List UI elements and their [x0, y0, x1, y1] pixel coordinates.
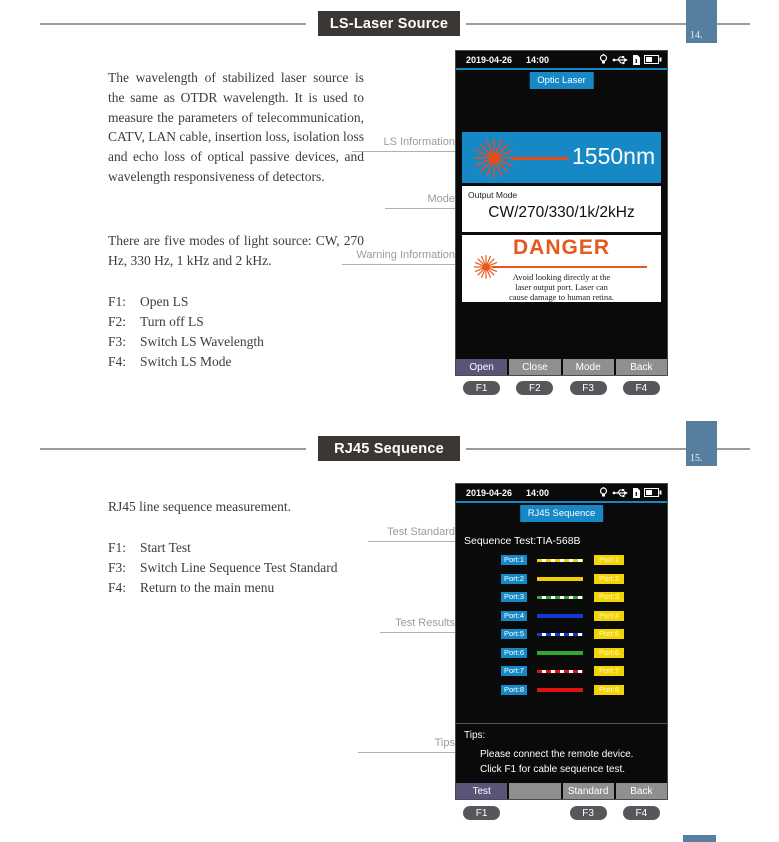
callout-tips: Tips [358, 737, 461, 753]
ls-modes-paragraph: There are five modes of light source: CW, 270 Hz, 330 Hz, 1 kHz and 2 kHz. [108, 233, 364, 268]
page-number-tab-15 [686, 421, 717, 466]
softkey-open: Open [456, 359, 507, 375]
wire-map-line [537, 559, 583, 563]
header-rule-left [40, 23, 306, 25]
port-label-left: Port:2 [501, 574, 527, 584]
fkey-desc: Start Test [140, 540, 191, 555]
charger-icon [599, 487, 608, 498]
output-mode-panel [462, 186, 661, 232]
status-time: 14:00 [526, 54, 550, 65]
wire-map-line [537, 633, 583, 637]
tips-title: Tips: [464, 730, 486, 741]
tips-text [480, 747, 633, 777]
rj45-fkey-list [108, 538, 338, 598]
callout-warning-information: Warning Information [342, 249, 461, 265]
tips-line-2: Click F1 for cable sequence test. [480, 764, 626, 775]
port-label-right: Port:2 [594, 574, 624, 584]
softkey-empty [509, 783, 560, 799]
callout-test-results: Test Results [380, 617, 461, 633]
wavelength-value: 1550nm [572, 143, 656, 169]
fkey-row [108, 332, 264, 352]
tips-divider [456, 723, 667, 724]
port-label-left: Port:5 [501, 629, 527, 639]
page-number: 15. [690, 453, 703, 464]
f1-pill: F1 [463, 381, 500, 395]
ls-fkey-list [108, 292, 264, 372]
device-screen-laser-source [455, 50, 668, 376]
danger-underline [492, 266, 647, 268]
laser-burst-icon [472, 136, 516, 180]
output-mode-label: Output Mode [468, 190, 518, 200]
sequence-test-standard: Sequence Test:TIA-568B [464, 535, 581, 547]
f2-pill: F2 [516, 381, 553, 395]
fkey-row [108, 292, 264, 312]
softkey-mode: Mode [563, 359, 614, 375]
port-label-left: Port:8 [501, 685, 527, 695]
status-bar [456, 484, 667, 503]
fkey-desc: Return to the main menu [140, 580, 275, 595]
port-label-right: Port:1 [594, 555, 624, 565]
laser-beam [512, 157, 568, 160]
wire-map-line [537, 651, 583, 655]
fkey-desc: Switch LS Mode [140, 354, 232, 369]
fkey-desc: Switch LS Wavelength [140, 334, 264, 349]
softkey-back: Back [616, 359, 667, 375]
danger-line-1: Avoid looking directly at the [512, 272, 611, 282]
status-date: 2019-04-26 [466, 54, 513, 65]
callout-mode: Mode [385, 193, 461, 209]
softkey-bar [456, 359, 667, 375]
ls-description-paragraph: The wavelength of stabilized laser source is the same as OTDR wavelength. It is used to measure the parameters of telecommunication, CATV, LAN cable, insertion loss, isolation loss and echo loss of optical passive devices, and wavelength responsiveness of detectors. [108, 70, 364, 184]
port-row-5 [456, 629, 667, 639]
section-title-rj45 [318, 436, 460, 461]
section-title-text: RJ45 Sequence [334, 440, 444, 457]
status-icons [599, 487, 662, 498]
next-page-tab-partial [683, 835, 716, 842]
usb-icon [612, 55, 628, 65]
fkey-row [108, 578, 338, 598]
port-label-left: Port:3 [501, 592, 527, 602]
fkey-label: F2: [108, 314, 127, 329]
callout-ls-information: LS Information [352, 136, 461, 152]
usb-icon [612, 488, 628, 498]
softkey-back: Back [616, 783, 667, 799]
fkey-label: F3: [108, 560, 127, 575]
wire-map-line [537, 596, 583, 600]
status-bar [456, 51, 667, 70]
wire-map-line [537, 577, 583, 581]
f3-pill: F3 [570, 381, 607, 395]
fkey-label: F4: [108, 580, 127, 595]
f4-pill: F4 [623, 381, 660, 395]
callout-test-standard: Test Standard [368, 526, 461, 542]
danger-warning-text [462, 272, 661, 302]
ls-information-panel [462, 132, 661, 183]
fkey-label: F4: [108, 354, 127, 369]
fkey-pill-row [455, 806, 668, 820]
fkey-row [108, 558, 338, 578]
port-label-left: Port:1 [501, 555, 527, 565]
port-label-right: Port:7 [594, 666, 624, 676]
page-number: 14. [690, 30, 703, 41]
tips-line-1: Please connect the remote device. [480, 749, 634, 760]
section-title-text: LS-Laser Source [329, 15, 449, 32]
f3-pill: F3 [570, 806, 607, 820]
fkey-label: F1: [108, 540, 127, 555]
port-label-left: Port:4 [501, 611, 527, 621]
port-row-1 [456, 555, 667, 565]
port-row-2 [456, 574, 667, 584]
screen-tab-rj45-sequence: RJ45 Sequence [520, 505, 604, 522]
port-row-7 [456, 666, 667, 676]
port-label-right: Port:5 [594, 629, 624, 639]
softkey-close: Close [509, 359, 560, 375]
danger-line-3: cause damage to human retina. [508, 292, 615, 302]
header-rule-left [40, 448, 306, 450]
rj45-description-paragraph: RJ45 line sequence measurement. [108, 499, 291, 514]
warning-panel [462, 235, 661, 302]
charger-icon [599, 54, 608, 65]
battery-icon [644, 488, 662, 497]
fkey-label: F3: [108, 334, 127, 349]
port-label-left: Port:7 [501, 666, 527, 676]
output-mode-value: CW/270/330/1k/2kHz [488, 204, 635, 221]
wire-map-line [537, 688, 583, 692]
status-icons [599, 54, 662, 65]
status-time: 14:00 [526, 487, 550, 498]
fkey-row [108, 312, 264, 332]
f4-pill: F4 [623, 806, 660, 820]
section-title-ls [318, 11, 460, 36]
battery-icon [644, 55, 662, 64]
fkey-row [108, 538, 338, 558]
port-row-6 [456, 648, 667, 658]
fkey-label: F1: [108, 294, 127, 309]
softkey-bar [456, 783, 667, 799]
fkey-row [108, 352, 264, 372]
f1-pill: F1 [463, 806, 500, 820]
wire-map-line [537, 614, 583, 618]
fkey-desc: Switch Line Sequence Test Standard [140, 560, 338, 575]
fkey-pill-row [455, 381, 668, 395]
danger-line-2: laser output port. Laser can [515, 282, 608, 292]
sd-card-icon [632, 55, 640, 65]
port-row-4 [456, 611, 667, 621]
softkey-standard: Standard [563, 783, 614, 799]
port-label-right: Port:4 [594, 611, 624, 621]
fkey-desc: Turn off LS [140, 314, 204, 329]
port-row-8 [456, 685, 667, 695]
port-row-3 [456, 592, 667, 602]
port-label-left: Port:6 [501, 648, 527, 658]
sd-card-icon [632, 488, 640, 498]
softkey-test: Test [456, 783, 507, 799]
port-label-right: Port:3 [594, 592, 624, 602]
fkey-desc: Open LS [140, 294, 189, 309]
wire-map-line [537, 670, 583, 674]
device-screen-rj45 [455, 483, 668, 800]
port-label-right: Port:6 [594, 648, 624, 658]
danger-title: DANGER [512, 236, 610, 259]
status-date: 2019-04-26 [466, 487, 513, 498]
screen-tab-optic-laser: Optic Laser [529, 72, 594, 89]
port-label-right: Port:8 [594, 685, 624, 695]
page-number-tab-14 [686, 0, 717, 43]
